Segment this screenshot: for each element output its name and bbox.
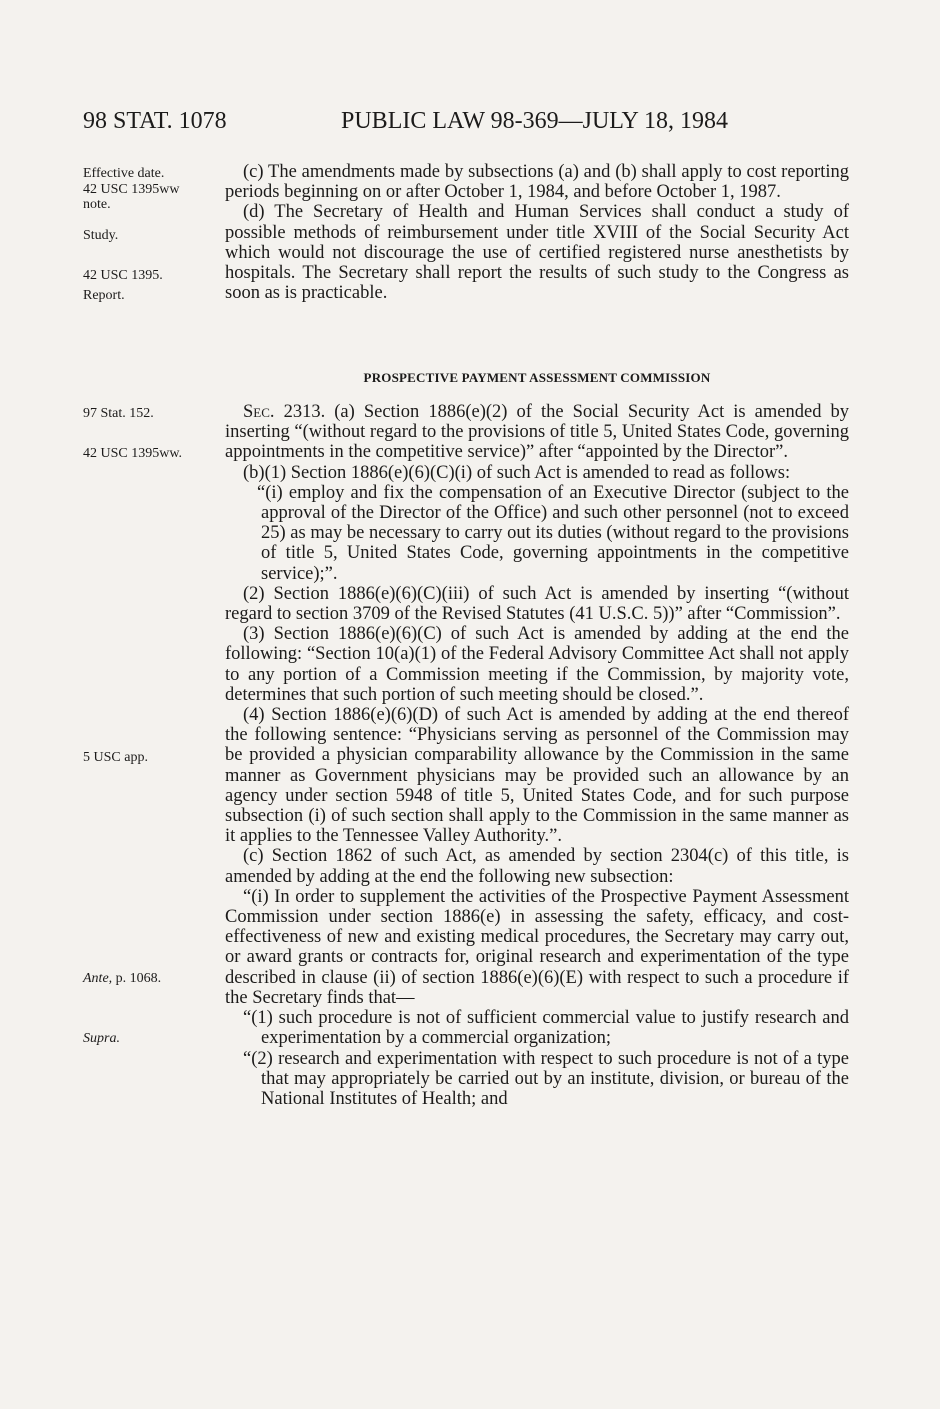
sec-label: Sec. (243, 402, 275, 422)
paragraph-b1-quote: “(i) employ and fix the compensation of an Executive Director (subject to the approval of the Director of the Office) and such other personnel (not to exceed 25) as may be necessary to carry out its duties (without regard to the provisions of title 5, United States Code, governing appointments in the competitive service);”. (257, 482, 849, 584)
paragraph-c: (c) The amendments made by subsections (a) and (b) shall apply to cost reporting periods beginning on or after October 1, 1984, and before October 1, 1987. (225, 162, 849, 203)
stat-page-number: 98 STAT. 1078 (83, 108, 227, 134)
paragraph-i-1: “(1) such procedure is not of sufficient commercial value to justify research and experimentation by a commercial organization; (243, 1008, 849, 1049)
margin-note-5-usc-app: 5 USC app. (83, 750, 148, 765)
paragraph-b2: (2) Section 1886(e)(6)(C)(iii) of such Act is amended by inserting “(without regard to section 3709 of the Revised Statutes (41 U.S.C. 5))” after “Commission”. (225, 583, 849, 625)
margin-note-97-stat: 97 Stat. 152. (83, 406, 154, 421)
margin-note-effective-date: Effective date. (83, 166, 165, 181)
paragraph-c2: (c) Section 1862 of such Act, as amended by section 2304(c) of this title, is amended by adding at the end the following new subsection: (225, 846, 849, 887)
margin-note-usc: 42 USC 1395ww (83, 182, 180, 197)
margin-note-ante-page: p. 1068. (112, 971, 162, 986)
margin-note-report: Report. (83, 288, 125, 303)
margin-note-ante (83, 971, 161, 986)
section-heading: PROSPECTIVE PAYMENT ASSESSMENT COMMISSION (363, 370, 711, 385)
section-2313-a (225, 402, 849, 463)
margin-note-usc-1395: 42 USC 1395. (83, 268, 163, 283)
margin-note-note: note. (83, 197, 111, 212)
public-law-title: PUBLIC LAW 98-369—JULY 18, 1984 (341, 108, 728, 134)
paragraph-b1: (b)(1) Section 1886(e)(6)(C)(i) of such Act is amended to read as follows: (243, 462, 791, 483)
margin-note-usc-1395ww: 42 USC 1395ww. (83, 446, 183, 461)
paragraph-b4: (4) Section 1886(e)(6)(D) of such Act is amended by adding at the end thereof the following sentence: “Physicians serving as personnel of the Commission may be provided a physician comparability allowance by the Commission in the same manner as Government physicians may be provided such an allowance by an agency under section 5948 of title 5, United States Code, and for such purpose subsection (i) of such section shall apply to the Commission in the same manner as it applies to the Tennessee Valley Authority.”. (225, 705, 849, 847)
paragraph-b3: (3) Section 1886(e)(6)(C) of such Act is amended by adding at the end the following: “Section 10(a)(1) of the Federal Advisory Committee Act shall not apply to any portion of a Commission meeting if the Commission, by majority vote, determines that such portion of such meeting should be closed.”. (225, 624, 849, 705)
margin-note-supra: Supra. (83, 1031, 120, 1046)
paragraph-i: “(i) In order to supplement the activities of the Prospective Payment Assessment Commission under section 1886(e) in assessing the safety, efficacy, and cost-effectiveness of new and existing medical procedures, the Secretary may carry out, or award grants or contracts for, original research and experimentation of the type described in clause (ii) of section 1886(e)(6)(E) with respect to such a procedure if the Secretary finds that— (225, 886, 849, 1008)
text-block-2 (225, 402, 849, 1109)
paragraph-d: (d) The Secretary of Health and Human Services shall conduct a study of possible methods of reimbursement under title XVIII of the Social Security Act which would not discourage the use of certified registered nurse anesthetists by hospitals. The Secretary shall report the results of such study to the Congress as soon as is practicable. (225, 202, 849, 304)
margin-note-ante-italic: Ante, (83, 971, 113, 986)
text-block-1 (225, 162, 849, 303)
page-header (83, 108, 853, 140)
margin-note-study: Study. (83, 228, 119, 243)
sec-2313-text: 2313. (a) Section 1886(e)(2) of the Social Security Act is amended by inserting “(without regard to the provisions of title 5, United States Code, governing appointments in the competitive service)” after “appointed by the Director”. (225, 402, 849, 463)
paragraph-i-2: “(2) research and experimentation with respect to such procedure is not of a type that may appropriately be carried out by an institute, division, or bureau of the National Institutes of Health; and (243, 1048, 849, 1109)
